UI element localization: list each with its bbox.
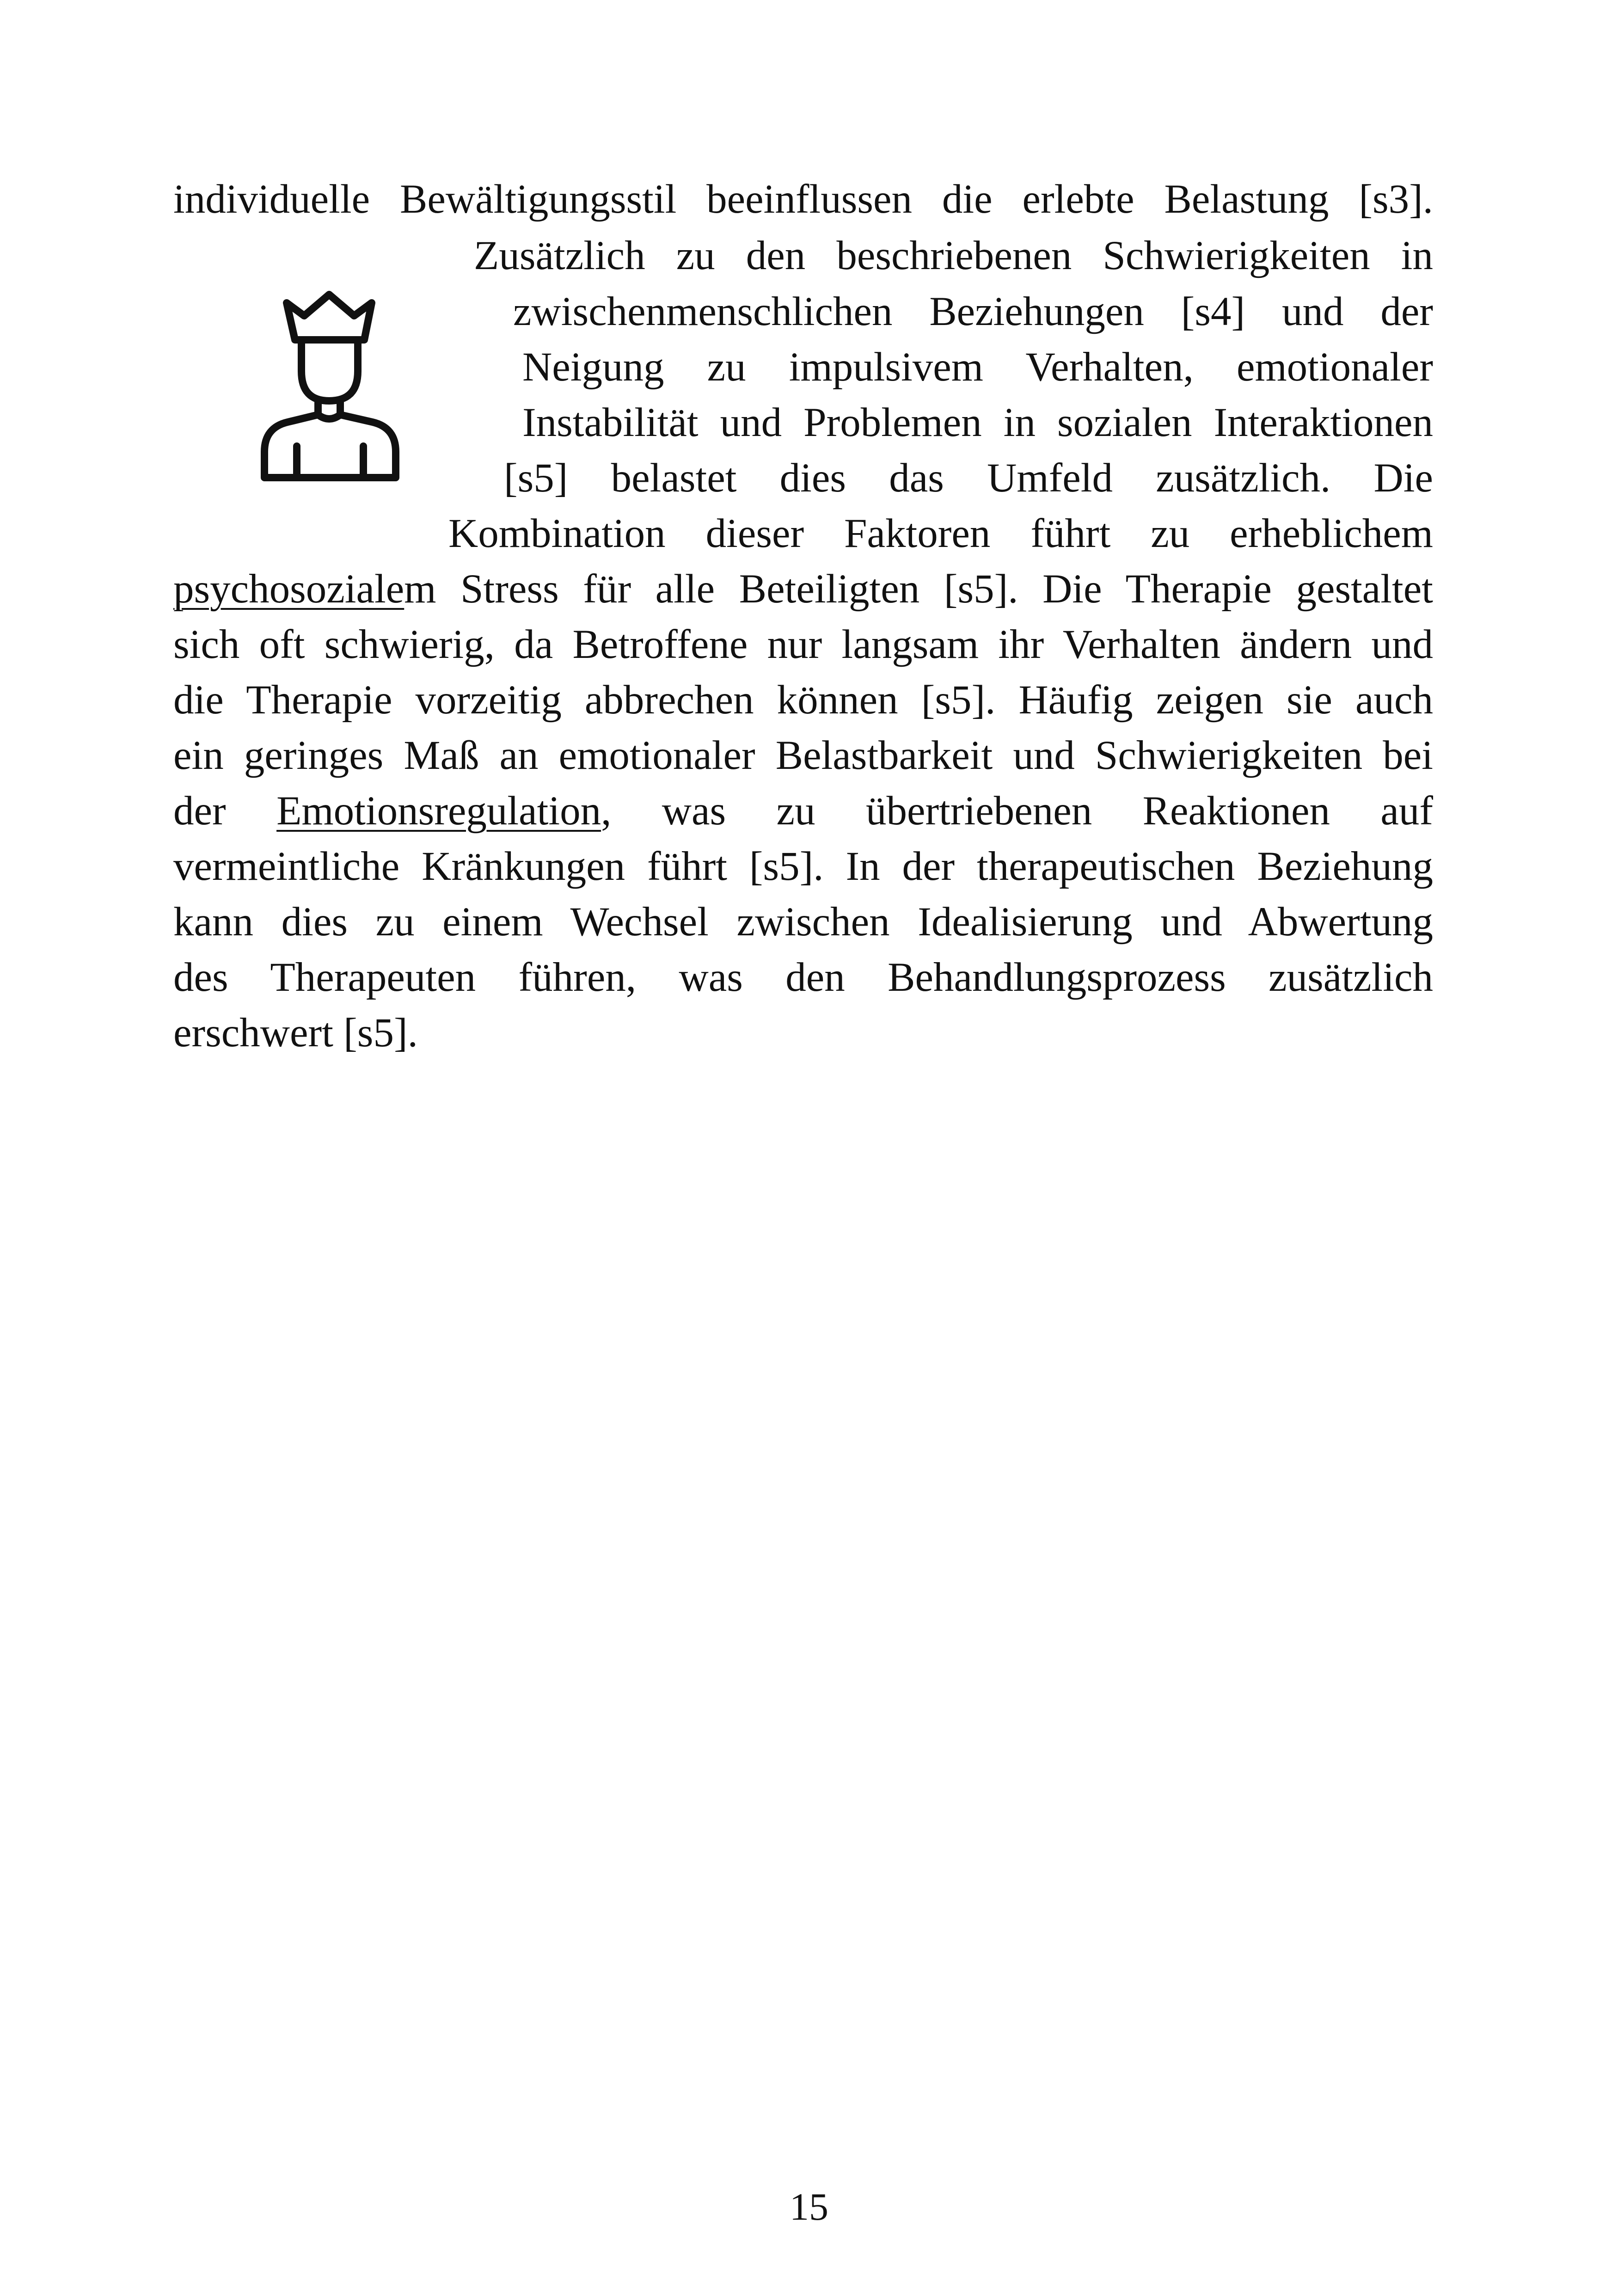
line-3-text: zwischenmenschlichen Beziehungen [s4] und der: [513, 289, 1433, 334]
line-13-text: vermeintliche Kränkungen führt [s5]. In der therapeutischen Beziehung: [173, 844, 1433, 889]
text-line-10: [173, 672, 1433, 728]
line-9-text: sich oft schwierig, da Betroffene nur langsam ihr Verhalten ändern und: [173, 622, 1433, 667]
text-line-14: [173, 894, 1433, 950]
line-2-text: Zusätzlich zu den beschriebenen Schwierigkeiten in: [474, 233, 1433, 278]
text-line-12: [173, 783, 1433, 839]
text-line-9: [173, 616, 1433, 673]
line-5-text: Instabilität und Problemen in sozialen Interaktionen: [522, 400, 1433, 445]
line-6-text: [s5] belastet dies das Umfeld zusätzlich. Die: [504, 455, 1433, 501]
line-8-text: m Stress für alle Beteiligten [s5]. Die Therapie gestaltet: [404, 566, 1433, 612]
text-line-13: [173, 838, 1433, 895]
line-12-text-b: , was zu übertriebenen Reaktionen auf: [601, 788, 1434, 834]
line-11-text: ein geringes Maß an emotionaler Belastbarkeit und Schwierigkeiten bei: [173, 733, 1433, 778]
text-line-11: [173, 727, 1433, 784]
line-7-text: Kombination dieser Faktoren führt zu erheblichem: [448, 511, 1433, 556]
text-line-7: [448, 505, 1433, 562]
text-line-6: [504, 450, 1433, 506]
text-line-15: [173, 949, 1433, 1006]
line-4-text: Neigung zu impulsivem Verhalten, emotionaler: [522, 344, 1433, 390]
text-line-1: [173, 171, 1433, 227]
text-line-5: [522, 394, 1433, 451]
line-10-text: die Therapie vorzeitig abbrechen können [s5]. Häufig zeigen sie auch: [173, 677, 1433, 723]
text-line-8: [173, 561, 1433, 617]
underlined-term-emotionsregulation: Emotionsregulation: [276, 788, 601, 834]
line-14-text: kann dies zu einem Wechsel zwischen Idealisierung und Abwertung: [173, 899, 1433, 945]
text-line-2: [474, 227, 1433, 284]
text-line-16: [173, 1005, 1433, 1061]
underlined-term-psychosozial: psychosoziale: [173, 566, 404, 612]
line-16-text: erschwert [s5].: [173, 1010, 418, 1056]
line-12-text-a: der: [173, 788, 277, 834]
text-line-4: [522, 339, 1433, 395]
text-line-3: [513, 283, 1433, 340]
line-15-text: des Therapeuten führen, was den Behandlungsprozess zusätzlich: [173, 955, 1433, 1000]
page-number: 15: [790, 2185, 828, 2228]
line-1-text: individuelle Bewältigungsstil beeinflussen die erlebte Belastung [s3].: [173, 177, 1433, 222]
crowned-person-icon: [259, 289, 402, 483]
